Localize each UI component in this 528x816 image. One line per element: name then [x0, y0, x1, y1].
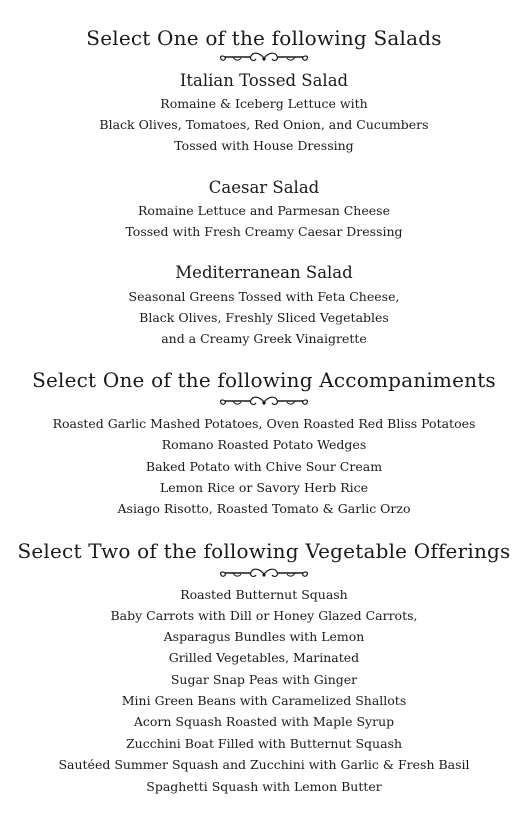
vegetable-line: Baby Carrots with Dill or Honey Glazed Carrots, — [110, 608, 418, 623]
salad-line: Seasonal Greens Tossed with Feta Cheese, — [128, 289, 400, 304]
scroll-flourish-icon — [0, 52, 528, 64]
accompaniments-heading: Select One of the following Accompaniments — [32, 368, 496, 392]
salad-line: Black Olives, Freshly Sliced Vegetables — [139, 310, 389, 325]
accompaniment-line: Romano Roasted Potato Wedges — [161, 437, 367, 452]
vegetable-line: Sautéed Summer Squash and Zucchini with Garlic & Fresh Basil — [58, 757, 470, 772]
vegetable-line: Asparagus Bundles with Lemon — [163, 629, 365, 644]
salad-title-caesar: Caesar Salad — [208, 178, 320, 197]
salads-heading: Select One of the following Salads — [86, 26, 442, 50]
accompaniment-line: Roasted Garlic Mashed Potatoes, Oven Roasted Red Bliss Potatoes — [52, 416, 476, 431]
vegetable-line: Mini Green Beans with Caramelized Shallots — [121, 693, 407, 708]
vegetable-line: Grilled Vegetables, Marinated — [168, 650, 360, 665]
scroll-flourish-icon — [0, 568, 528, 580]
vegetable-line: Sugar Snap Peas with Ginger — [170, 672, 358, 687]
salad-line: Romaine Lettuce and Parmesan Cheese — [138, 203, 390, 218]
accompaniment-line: Asiago Risotto, Roasted Tomato & Garlic Orzo — [117, 501, 411, 516]
salad-title-italian: Italian Tossed Salad — [179, 71, 349, 90]
vegetable-line: Spaghetti Squash with Lemon Butter — [146, 779, 382, 794]
vegetable-line: Zucchini Boat Filled with Butternut Squash — [125, 736, 403, 751]
salad-line: and a Creamy Greek Vinaigrette — [161, 331, 367, 346]
salad-title-mediterranean: Mediterranean Salad — [175, 263, 353, 282]
vegetable-line: Roasted Butternut Squash — [180, 587, 348, 602]
salad-line: Tossed with Fresh Creamy Caesar Dressing — [125, 224, 403, 239]
vegetables-heading: Select Two of the following Vegetable Offerings — [17, 539, 511, 563]
salad-line: Romaine & Iceberg Lettuce with — [160, 96, 368, 111]
vegetable-line: Acorn Squash Roasted with Maple Syrup — [133, 714, 395, 729]
salad-line: Black Olives, Tomatoes, Red Onion, and Cucumbers — [99, 117, 429, 132]
salad-line: Tossed with House Dressing — [174, 138, 354, 153]
scroll-flourish-icon — [0, 396, 528, 408]
accompaniment-line: Baked Potato with Chive Sour Cream — [145, 459, 383, 474]
accompaniment-line: Lemon Rice or Savory Herb Rice — [159, 480, 369, 495]
